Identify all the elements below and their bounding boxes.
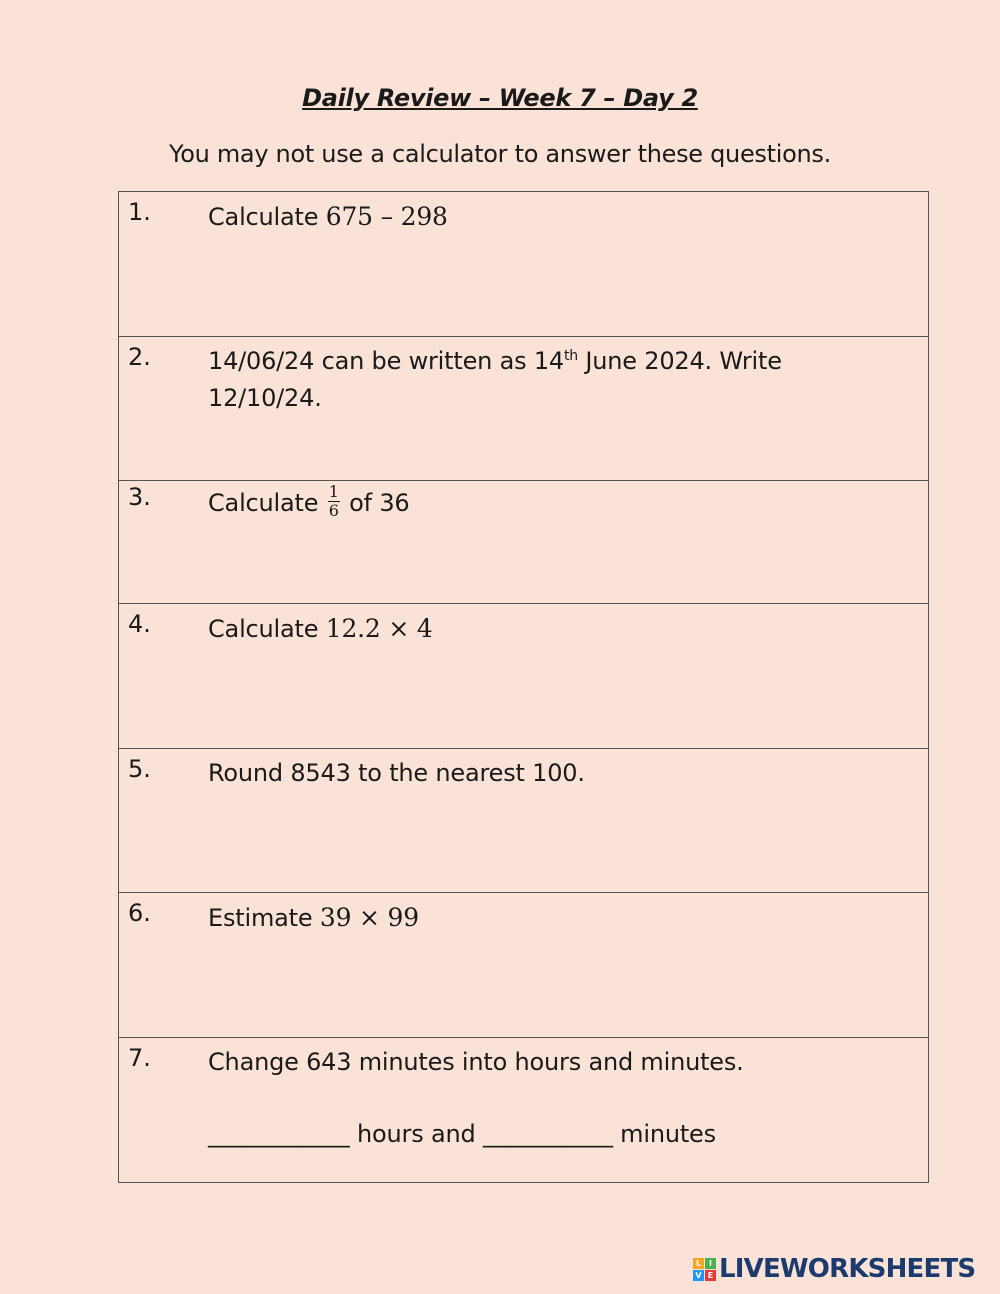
- question-number: 6.: [128, 899, 151, 927]
- question-row-4: [119, 604, 928, 749]
- question-text: [208, 481, 868, 523]
- question-text-part: Change 643 minutes into hours and minutes.: [208, 1048, 744, 1076]
- question-label: Calculate: [208, 489, 319, 517]
- question-text: Round 8543 to the nearest 100.: [208, 759, 585, 787]
- question-row-1: [119, 192, 928, 337]
- fraction-numerator: 1: [328, 481, 339, 501]
- question-text: [208, 1044, 868, 1153]
- math-expression: 39 × 99: [319, 903, 419, 932]
- question-number: 5.: [128, 755, 151, 783]
- question-label: Calculate: [208, 203, 319, 231]
- question-number: 4.: [128, 610, 151, 638]
- worksheet-title: Daily Review – Week 7 – Day 2: [302, 84, 698, 112]
- question-number: 2.: [128, 343, 151, 371]
- question-text: [208, 343, 868, 417]
- math-expression: 12.2 × 4: [325, 614, 433, 643]
- minutes-blank[interactable]: ___________: [482, 1120, 613, 1148]
- logo-mark-letter: E: [705, 1270, 716, 1281]
- questions-table: [118, 191, 929, 1183]
- logo-mark-icon: [693, 1258, 716, 1281]
- question-text-part: hours and: [349, 1120, 483, 1148]
- fraction: [328, 483, 340, 520]
- question-text-part: of 36: [349, 489, 410, 517]
- hours-blank[interactable]: ____________: [208, 1120, 350, 1148]
- logo-mark-letter: L: [693, 1258, 704, 1269]
- question-row-3: [119, 481, 928, 604]
- fraction-denominator: 6: [328, 500, 339, 520]
- question-row-6: [119, 893, 928, 1038]
- question-row-5: [119, 749, 928, 893]
- question-number: 7.: [128, 1044, 151, 1072]
- ordinal-suffix: th: [563, 348, 578, 364]
- liveworksheets-logo: [693, 1254, 975, 1284]
- question-text: [208, 610, 868, 648]
- question-text-part: June 2024. Write: [577, 347, 782, 375]
- question-text-part: 14/06/24 can be written as 14: [208, 347, 564, 375]
- logo-mark-letter: I: [705, 1258, 716, 1269]
- question-label: Calculate: [208, 615, 319, 643]
- question-text-part: minutes: [612, 1120, 716, 1148]
- instruction-text: You may not use a calculator to answer these questions.: [169, 140, 831, 168]
- answer-line: [208, 1116, 868, 1153]
- logo-mark-letter: V: [693, 1270, 704, 1281]
- question-number: 3.: [128, 483, 151, 511]
- question-text: [208, 899, 868, 937]
- question-label: Estimate: [208, 904, 313, 932]
- question-text-part: 12/10/24.: [208, 384, 322, 412]
- question-row-7: [119, 1038, 928, 1182]
- question-row-2: [119, 337, 928, 481]
- logo-text: LIVEWORKSHEETS: [719, 1254, 976, 1284]
- question-number: 1.: [128, 198, 151, 226]
- math-expression: 675 – 298: [325, 202, 448, 231]
- question-text: [208, 198, 868, 236]
